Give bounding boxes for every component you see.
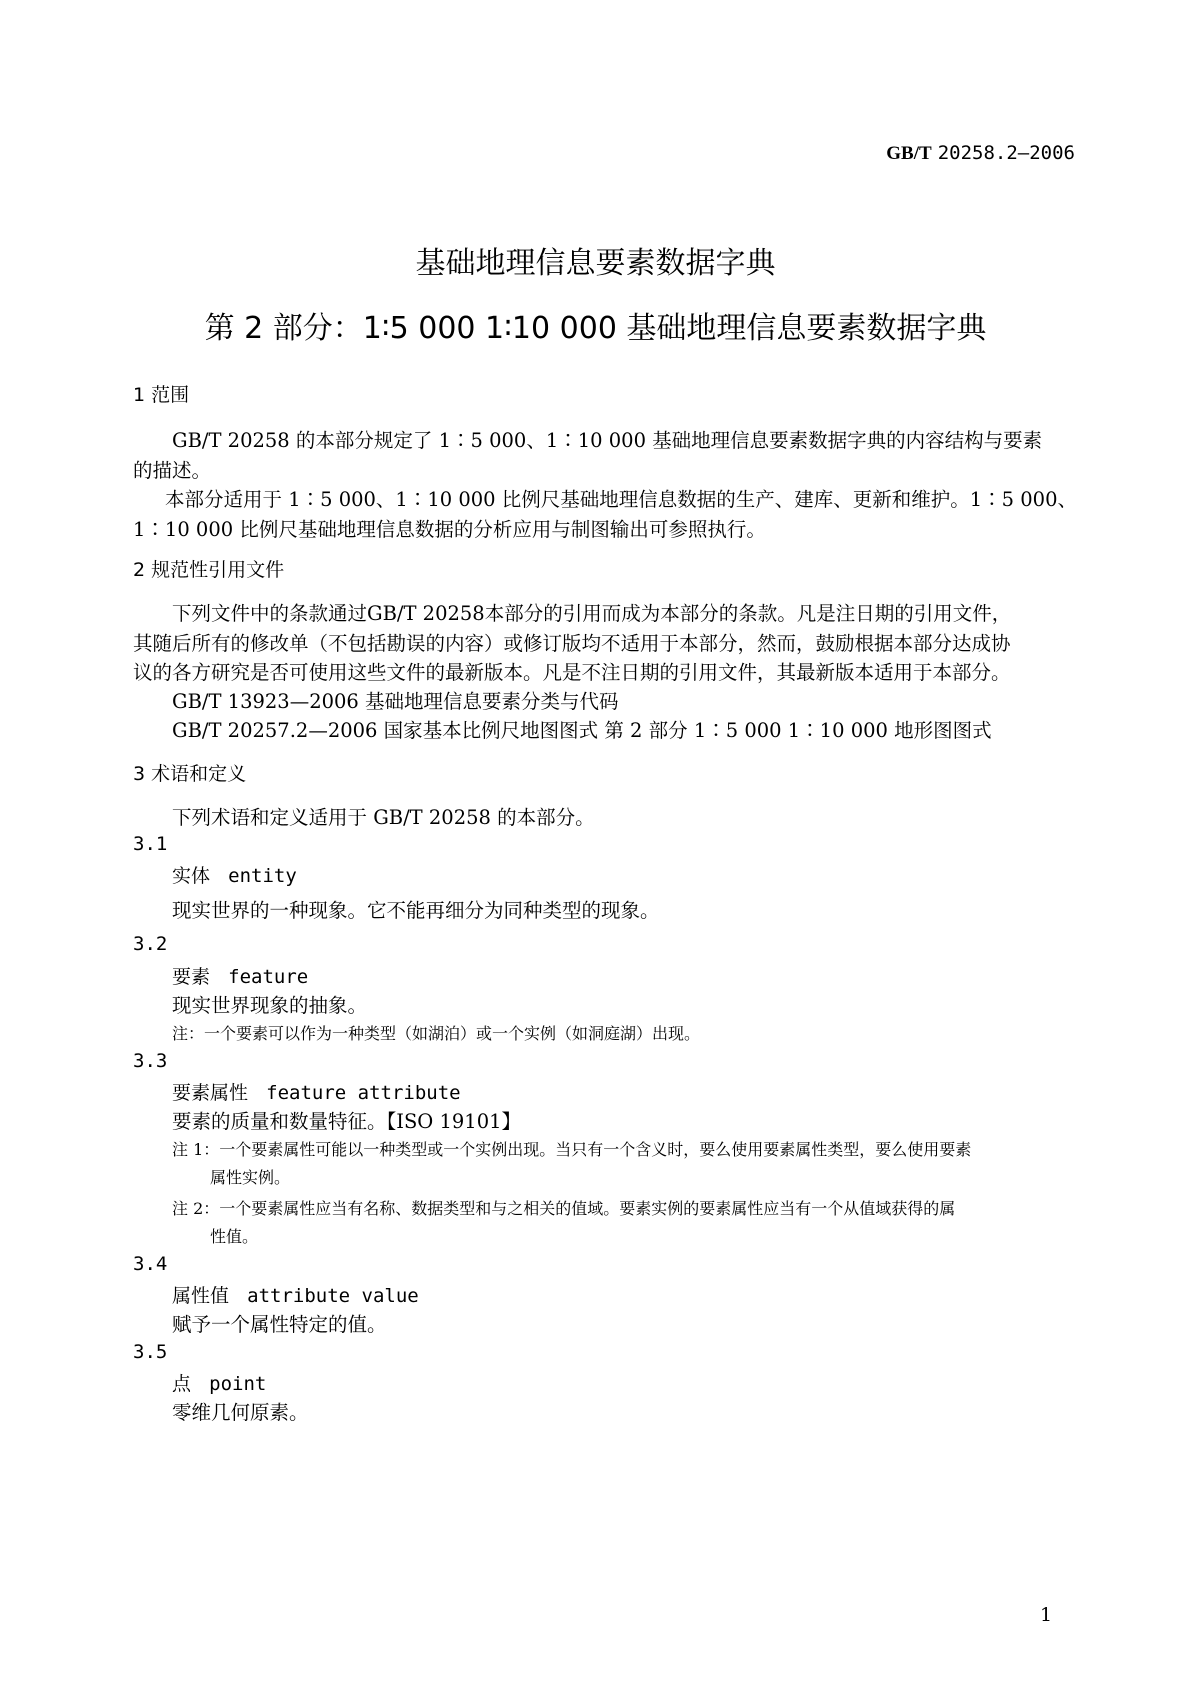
section1-para2-line1: 本部分适用于 1∶5 000、1∶10 000 比例尺基础地理信息数据的生产、建库、更新和维护。1∶5 000、 bbox=[165, 488, 1077, 511]
term-heading bbox=[172, 962, 308, 989]
term-number: 3.3 bbox=[133, 1050, 168, 1072]
term-definition: 零维几何原素。 bbox=[172, 1401, 309, 1424]
term-note-1-line1: 注 1：一个要素属性可能以一种类型或一个实例出现。当只有一个含义时，要么使用要素属性类型，要么使用要素 bbox=[172, 1140, 972, 1159]
term-english: feature attribute bbox=[266, 1082, 461, 1104]
section3-intro: 下列术语和定义适用于 GB/T 20258 的本部分。 bbox=[172, 806, 595, 829]
term-definition: 赋予一个属性特定的值。 bbox=[172, 1313, 387, 1336]
term-chinese: 属性值 bbox=[172, 1285, 230, 1307]
standard-code-prefix: GB/T bbox=[886, 143, 932, 164]
term-english: point bbox=[209, 1373, 267, 1395]
page-number: 1 bbox=[1040, 1604, 1053, 1626]
term-number: 3.2 bbox=[133, 933, 168, 955]
term-definition: 要素的质量和数量特征。【ISO 19101】 bbox=[172, 1110, 522, 1133]
section3-heading: 3 术语和定义 bbox=[133, 763, 247, 785]
section1-heading: 1 范围 bbox=[133, 384, 190, 406]
term-note-2-line1: 注 2：一个要素属性应当有名称、数据类型和与之相关的值域。要素实例的要素属性应当有一个从值域获得的属 bbox=[172, 1199, 956, 1218]
standard-code-suffix: 20258.2—2006 bbox=[937, 142, 1075, 164]
term-heading bbox=[172, 1078, 461, 1105]
section2-heading: 2 规范性引用文件 bbox=[133, 559, 285, 581]
term-definition: 现实世界的一种现象。它不能再细分为同种类型的现象。 bbox=[172, 899, 660, 922]
document-title-line2: 第 2 部分：1∶5 000 1∶10 000 基础地理信息要素数据字典 bbox=[204, 311, 987, 346]
term-english: attribute value bbox=[247, 1285, 419, 1307]
section1-para2-line2: 1∶10 000 比例尺基础地理信息数据的分析应用与制图输出可参照执行。 bbox=[133, 518, 766, 541]
term-number: 3.5 bbox=[133, 1341, 168, 1363]
term-english: entity bbox=[228, 865, 297, 887]
term-chinese: 实体 bbox=[172, 865, 211, 887]
term-note: 注：一个要素可以作为一种类型（如湖泊）或一个实例（如洞庭湖）出现。 bbox=[172, 1024, 701, 1043]
section2-para-line1: 下列文件中的条款通过GB/T 20258本部分的引用而成为本部分的条款。凡是注日期的引用文件， bbox=[172, 602, 1012, 625]
section2-para-line2: 其随后所有的修改单（不包括勘误的内容）或修订版均不适用于本部分，然而，鼓励根据本部分达成协 bbox=[133, 632, 1011, 655]
term-heading bbox=[172, 1369, 266, 1396]
term-number: 3.1 bbox=[133, 833, 168, 855]
standard-code-header bbox=[835, 142, 1075, 165]
term-definition: 现实世界现象的抽象。 bbox=[172, 994, 368, 1017]
section2-reference-1: GB/T 13923—2006 基础地理信息要素分类与代码 bbox=[172, 690, 619, 713]
term-note-2-line2: 性值。 bbox=[210, 1227, 259, 1246]
document-title-line1: 基础地理信息要素数据字典 bbox=[415, 246, 776, 281]
term-heading bbox=[172, 1281, 419, 1308]
term-heading bbox=[172, 861, 297, 888]
term-english: feature bbox=[228, 966, 309, 988]
term-chinese: 要素属性 bbox=[172, 1082, 249, 1104]
section2-reference-2: GB/T 20257.2—2006 国家基本比例尺地图图式 第 2 部分 1∶5 000 1∶10 000 地形图图式 bbox=[172, 719, 992, 742]
term-number: 3.4 bbox=[133, 1253, 168, 1275]
term-chinese: 点 bbox=[172, 1373, 192, 1395]
section2-para-line3: 议的各方研究是否可使用这些文件的最新版本。凡是不注日期的引用文件，其最新版本适用于本部分。 bbox=[133, 661, 1011, 684]
term-chinese: 要素 bbox=[172, 966, 211, 988]
section1-para1-line1: GB/T 20258 的本部分规定了 1∶5 000、1∶10 000 基础地理信息要素数据字典的内容结构与要素 bbox=[172, 429, 1043, 452]
section1-para1-line2: 的描述。 bbox=[133, 459, 212, 482]
term-note-1-line2: 属性实例。 bbox=[210, 1168, 291, 1187]
